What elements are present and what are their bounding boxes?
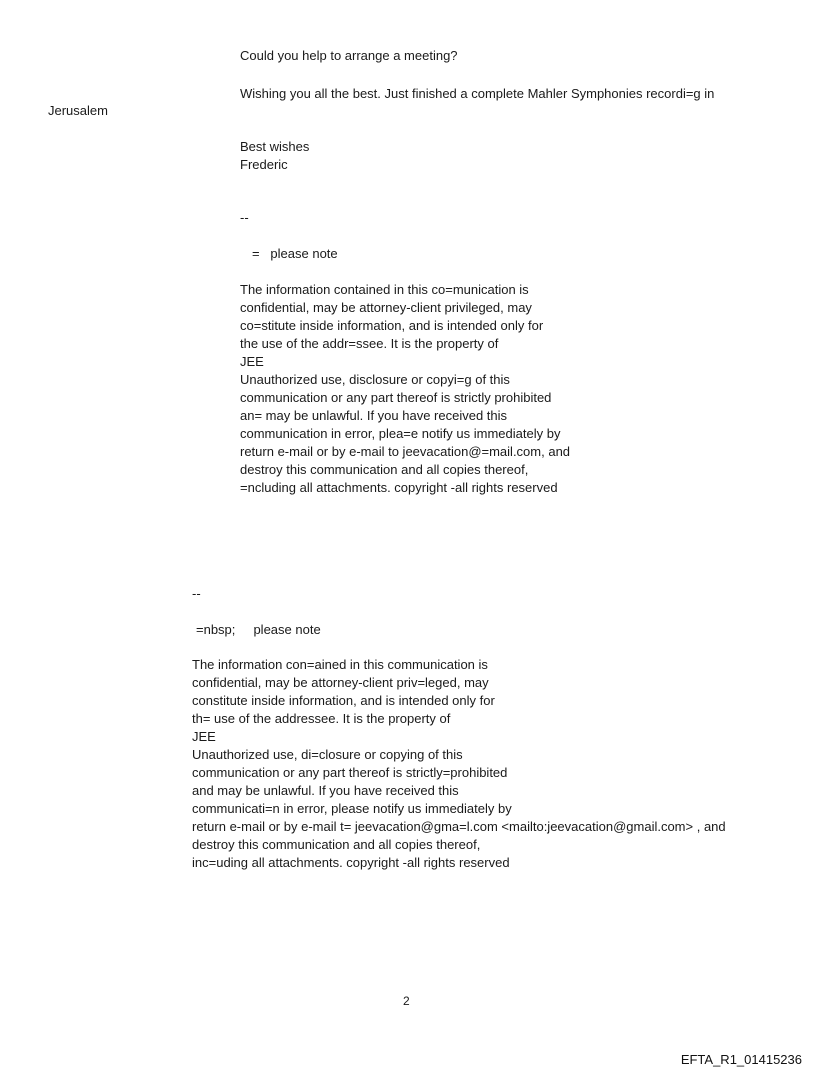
email-closing: Best wishes bbox=[240, 139, 310, 154]
document-id: EFTA_R1_01415236 bbox=[680, 1052, 802, 1067]
outer-notice-body bbox=[192, 656, 726, 872]
email-signature-name: Frederic bbox=[240, 157, 288, 172]
outer-notice-line: The information con=ained in this communication is bbox=[192, 657, 488, 672]
inner-notice-separator: -- bbox=[240, 210, 249, 225]
inner-notice-heading: = please note bbox=[252, 246, 338, 261]
inner-notice-line: communication in error, plea=e notify us immediately by bbox=[240, 426, 561, 441]
email-wishing-line: Wishing you all the best. Just finished a complete Mahler Symphonies recordi=g in bbox=[240, 86, 715, 101]
inner-notice-line: communication or any part thereof is strictly prohibited bbox=[240, 390, 552, 405]
outer-notice-line: th= use of the addressee. It is the property of bbox=[192, 711, 451, 726]
outer-notice-line: destroy this communication and all copies thereof, bbox=[192, 837, 481, 852]
outer-notice-line: Unauthorized use, di=closure or copying of this bbox=[192, 747, 463, 762]
page-number: 2 bbox=[403, 994, 410, 1008]
inner-notice-line: return e-mail or by e-mail to jeevacation@=mail.com, and bbox=[240, 444, 571, 459]
inner-notice-line: JEE bbox=[240, 354, 264, 369]
outer-notice-line: constitute inside information, and is intended only for bbox=[192, 693, 495, 708]
inner-notice-line: The information contained in this co=munication is bbox=[240, 282, 529, 297]
outer-notice-separator: -- bbox=[192, 586, 201, 601]
outer-notice-line: and may be unlawful. If you have received this bbox=[192, 783, 459, 798]
outer-notice-line: confidential, may be attorney-client priv=leged, may bbox=[192, 675, 489, 690]
inner-notice-line: destroy this communication and all copies thereof, bbox=[240, 462, 529, 477]
email-location: Jerusalem bbox=[48, 103, 108, 118]
inner-notice-line: =ncluding all attachments. copyright -all rights reserved bbox=[240, 480, 558, 495]
outer-notice-line: communication or any part thereof is strictly=prohibited bbox=[192, 765, 508, 780]
outer-notice-line: return e-mail or by e-mail t= jeevacation@gma=l.com <mailto:jeevacation@gmail.com> , and bbox=[192, 819, 726, 834]
outer-notice-line: JEE bbox=[192, 729, 216, 744]
outer-notice-heading: =nbsp; please note bbox=[196, 622, 321, 637]
inner-notice-body bbox=[240, 281, 570, 497]
outer-notice-line: communicati=n in error, please notify us immediately by bbox=[192, 801, 512, 816]
inner-notice-line: Unauthorized use, disclosure or copyi=g of this bbox=[240, 372, 510, 387]
email-request-line: Could you help to arrange a meeting? bbox=[240, 48, 458, 63]
inner-notice-line: an= may be unlawful. If you have received this bbox=[240, 408, 508, 423]
inner-notice-line: the use of the addr=ssee. It is the property of bbox=[240, 336, 499, 351]
inner-notice-line: confidential, may be attorney-client privileged, may bbox=[240, 300, 532, 315]
outer-notice-line: inc=uding all attachments. copyright -all rights reserved bbox=[192, 855, 510, 870]
inner-notice-line: co=stitute inside information, and is intended only for bbox=[240, 318, 544, 333]
